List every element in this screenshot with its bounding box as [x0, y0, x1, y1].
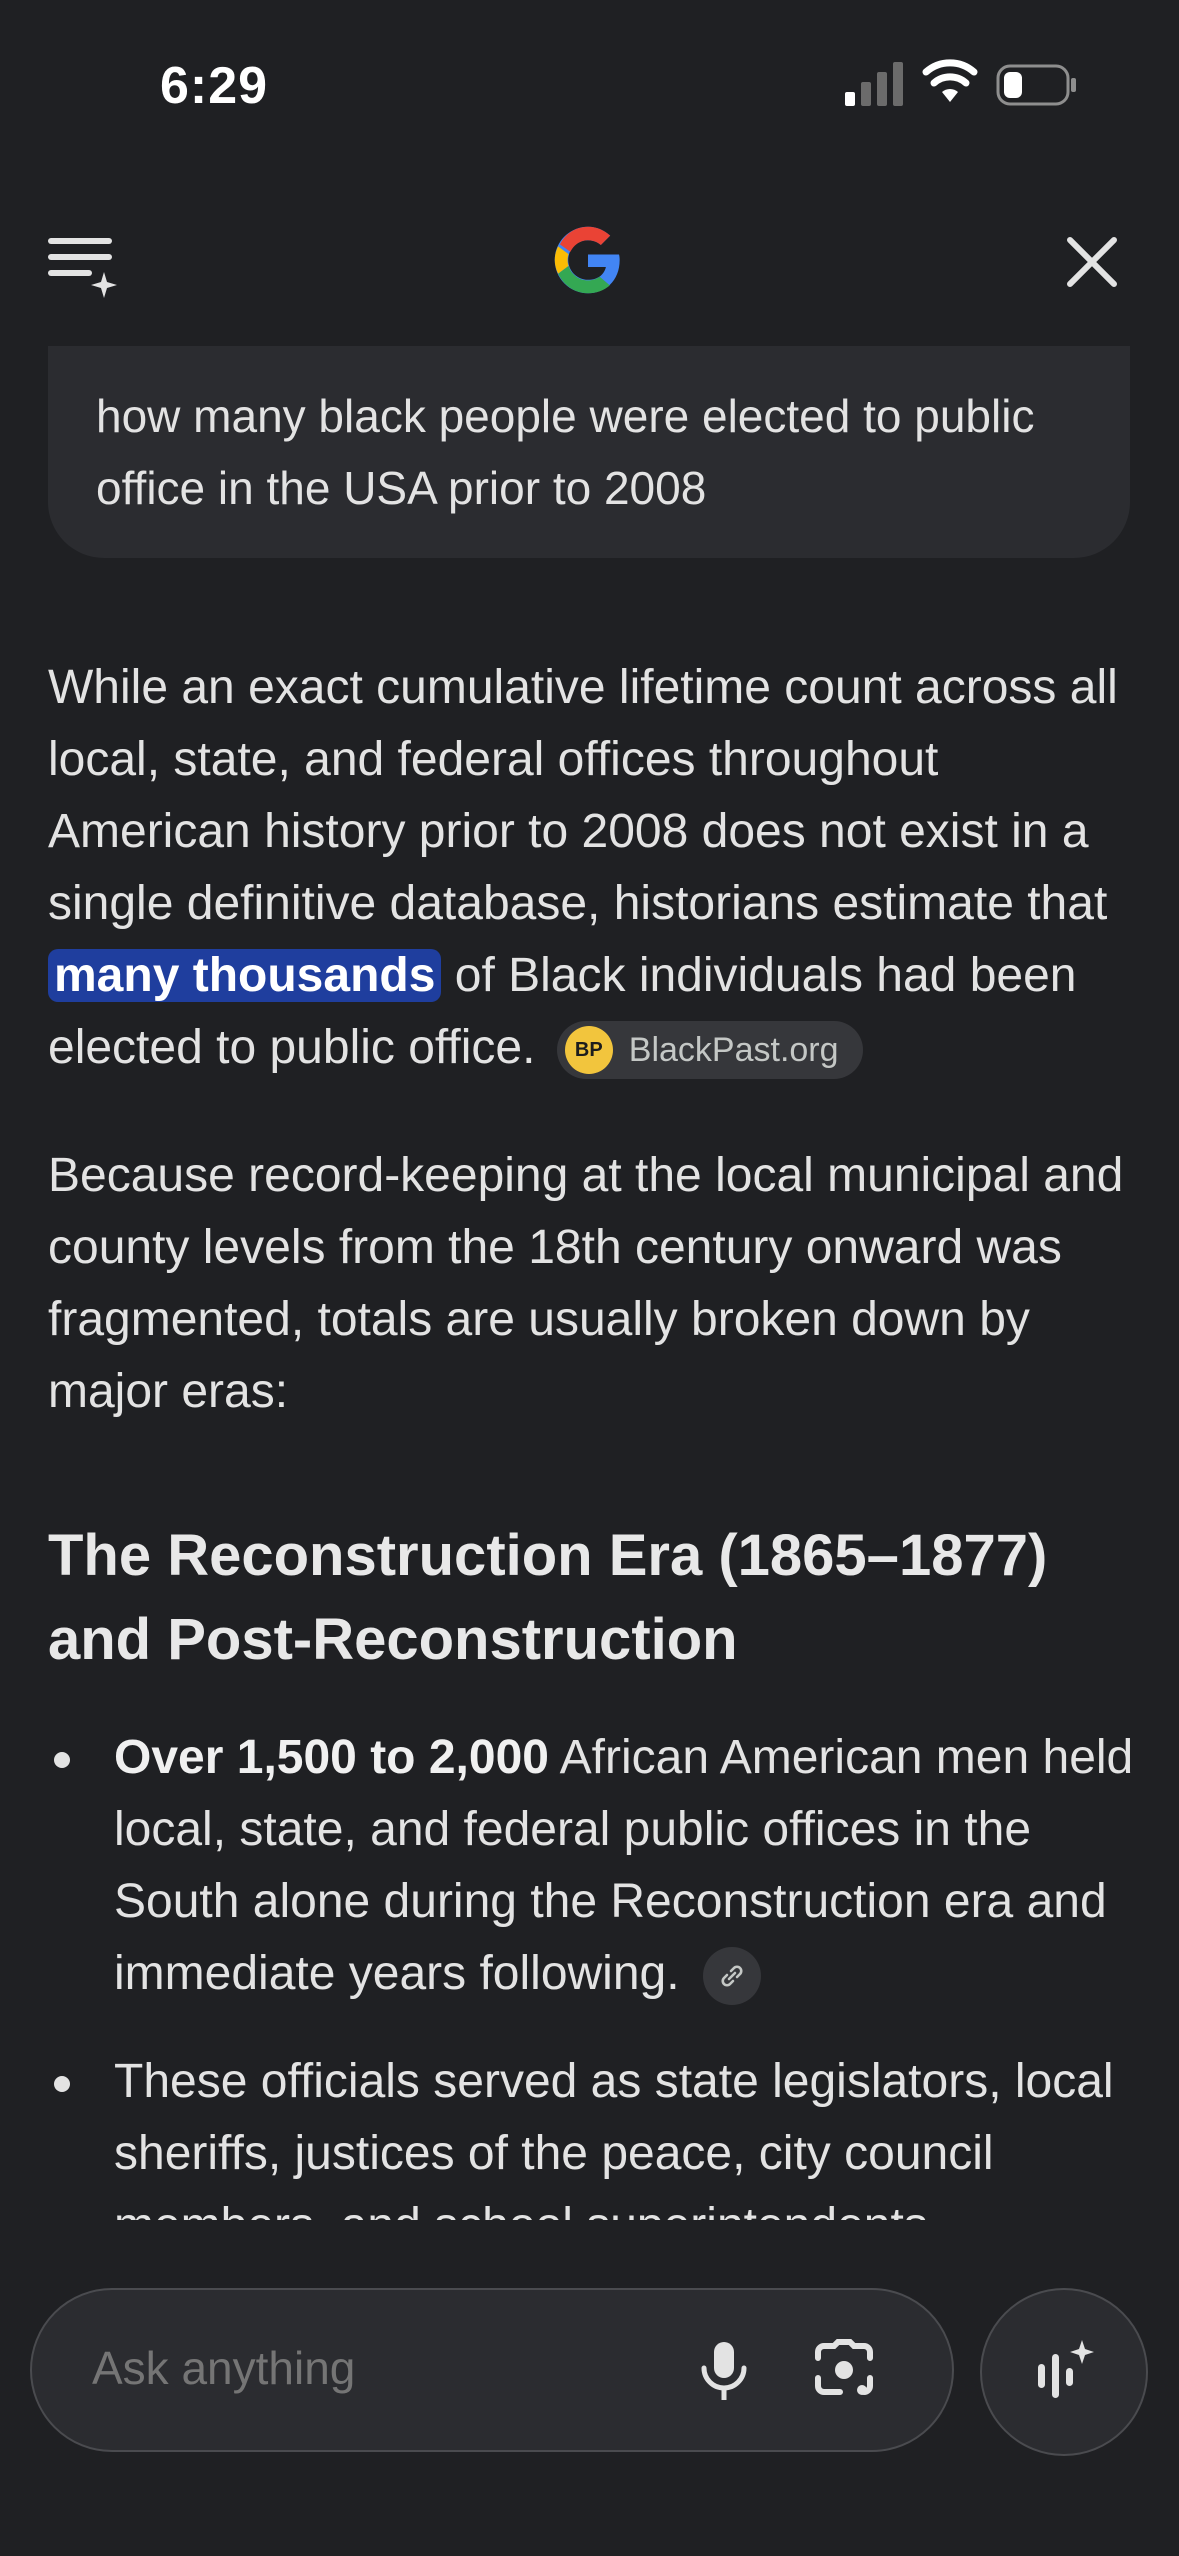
- ask-input[interactable]: [90, 2340, 634, 2396]
- close-icon[interactable]: [1064, 234, 1120, 290]
- answer-p1-end: of Black individuals had been elected to public office.: [48, 949, 1077, 1074]
- voice-mode-button[interactable]: [980, 2288, 1148, 2456]
- bullet-text: African American men held local, state, and federal public offices in the South alone during the Reconstruction era and immediate years following.: [114, 1731, 1134, 2000]
- link-icon[interactable]: [703, 1947, 761, 2005]
- bullet-bold-text: Over 1,500 to 2,000: [114, 1731, 549, 1784]
- answer-paragraph-1: [48, 652, 1138, 1084]
- mic-icon[interactable]: [684, 2330, 764, 2410]
- bullet-list: [48, 1722, 1138, 2262]
- ask-input-container[interactable]: [30, 2288, 954, 2452]
- user-query-text: how many black people were elected to public office in the USA prior to 2008: [96, 390, 1035, 514]
- status-time: 6:29: [160, 57, 269, 115]
- source-chip-label: BlackPast.org: [628, 1031, 839, 1070]
- highlighted-phrase[interactable]: many thousands: [48, 949, 441, 1002]
- voice-sparkle-icon: [1024, 2332, 1104, 2412]
- bullet-text: These officials served as state legislators, local sheriffs, justices of the peace, city council: [114, 2055, 1114, 2180]
- list-item: [48, 1722, 1138, 2010]
- ai-answer: [48, 652, 1138, 2298]
- google-g-icon[interactable]: [550, 222, 626, 298]
- answer-paragraph-2: Because record-keeping at the local municipal and county levels from the 18th century onward was fragmented, totals are usually broken down by major eras:: [48, 1149, 1124, 1418]
- cellular-signal-icon: [845, 62, 905, 106]
- battery-icon: [996, 64, 1078, 106]
- section-heading: The Reconstruction Era (1865–1877) and Post-Reconstruction: [48, 1523, 1048, 1672]
- menu-sparkle-icon[interactable]: [48, 232, 120, 298]
- answer-p1-start: While an exact cumulative lifetime count across all local, state, and federal offices throughout American history prior to 2008 does not exist in a single definitive database, historians estimate that: [48, 661, 1118, 930]
- source-logo-icon: BP: [565, 1026, 613, 1074]
- wifi-icon: [922, 56, 978, 104]
- lens-camera-icon[interactable]: [804, 2330, 884, 2410]
- user-query-bubble: [48, 346, 1130, 558]
- source-chip[interactable]: [557, 1021, 863, 1079]
